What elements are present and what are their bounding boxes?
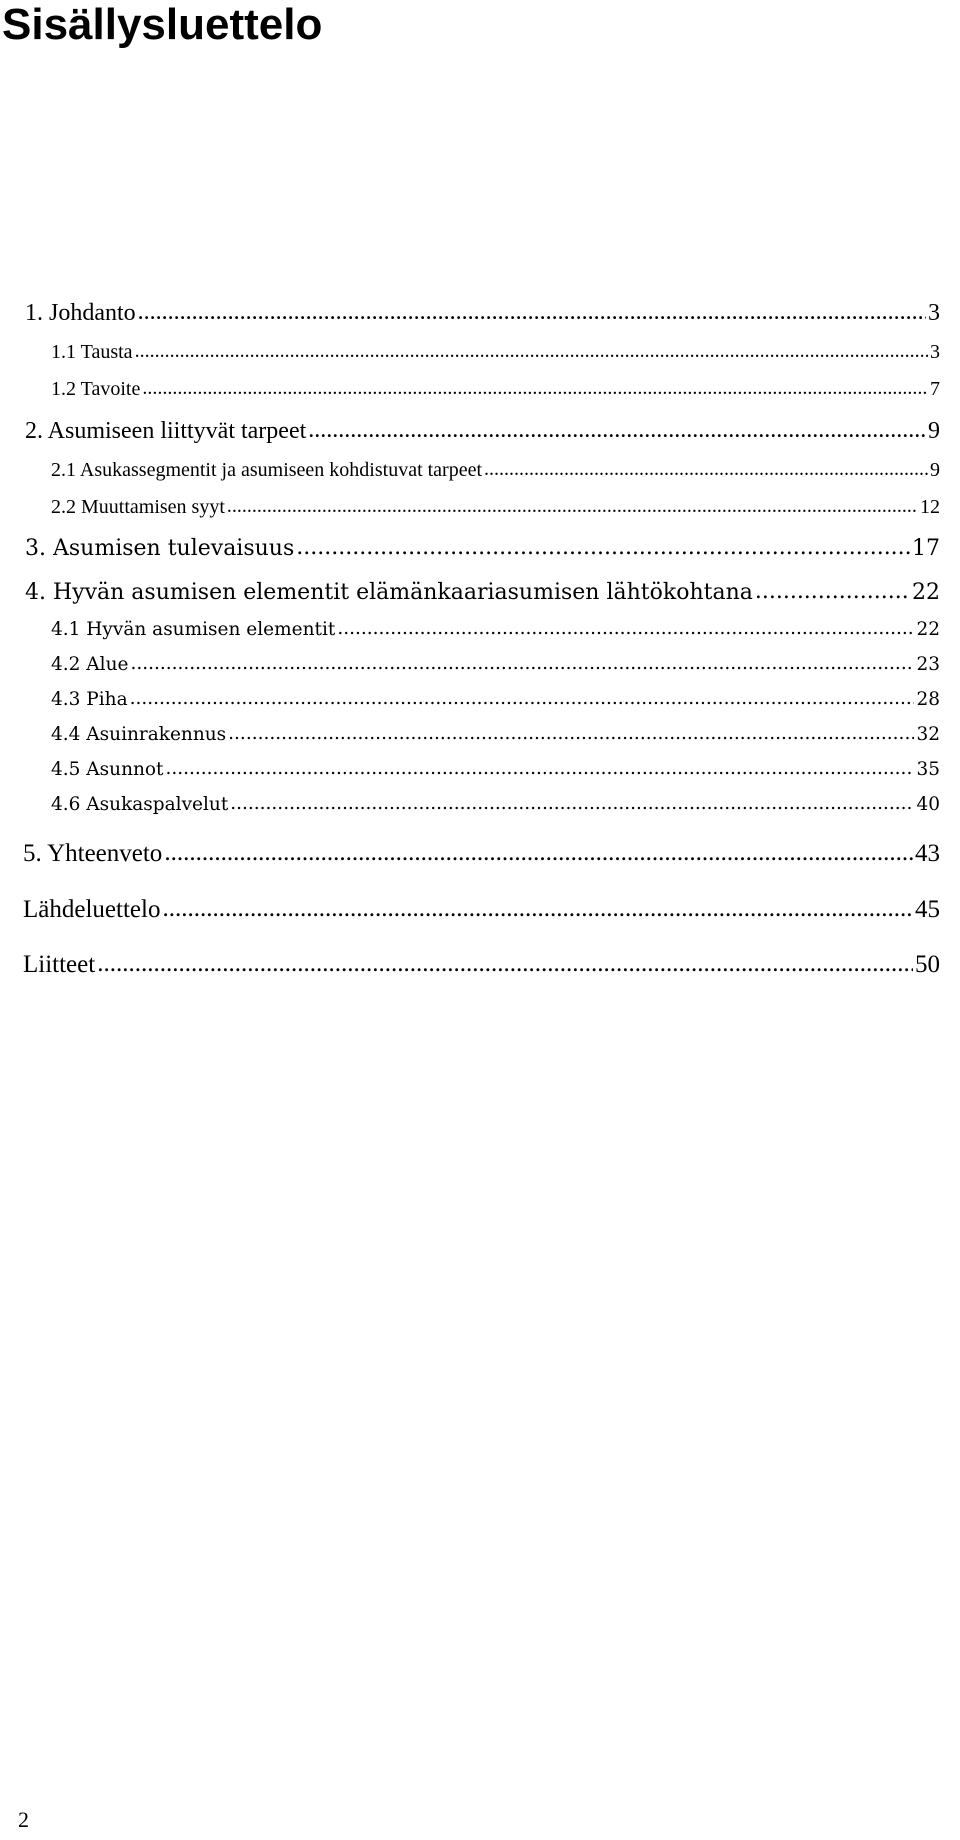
toc-entry-johdanto[interactable] [0,300,960,327]
toc-entry-page: 40 [916,794,940,815]
toc-entry-asunnot[interactable] [0,759,960,780]
toc-entry-label: 1.2 Tavoite [51,378,141,400]
toc-entry-label: Lähdeluettelo [23,896,161,923]
toc-leader [162,895,913,923]
toc-entry-label: 4.3 Piha [51,689,128,710]
toc-entry-label: 2.1 Asukassegmentit ja asumiseen kohdistuvat tarpeet [51,459,483,481]
toc-leader [165,758,914,779]
toc-entry-page: 43 [915,840,940,867]
toc-entry-label: 4.6 Asukaspalvelut [51,794,229,815]
toc-entry-page: 17 [912,536,940,561]
toc-entry-page: 35 [916,759,940,780]
toc-entry-page: 32 [916,724,940,745]
toc-entry-yhteenveto[interactable] [0,840,960,868]
toc-entry-asukassegmentit[interactable] [0,459,960,482]
toc-entry-page: 22 [916,619,940,640]
toc-leader [308,417,926,444]
toc-leader [230,793,914,814]
toc-leader [130,653,914,674]
toc-entry-page: 3 [928,300,940,326]
toc-entry-label: 4. Hyvän asumisen elementit elämänkaariasumisen lähtökohtana [25,580,753,605]
toc-entry-lahdeluettelo[interactable] [0,896,960,924]
toc-entry-label: 4.4 Asuinrakennus [51,724,227,745]
toc-entry-page: 50 [915,951,940,978]
toc-leader [130,688,915,709]
toc-entry-tavoite[interactable] [0,378,960,401]
toc-leader [228,723,914,744]
page-number: 2 [18,1807,29,1832]
toc-entry-page: 3 [930,341,940,363]
toc-entry-page: 9 [928,418,940,444]
toc-entry-page: 45 [915,896,940,923]
toc-leader [135,340,928,363]
toc-entry-hyvan-asumisen-elementit-sub[interactable] [0,619,960,640]
toc-leader [97,950,913,978]
toc-entry-label: 4.2 Alue [51,654,129,675]
toc-entry-label: Liitteet [23,951,96,978]
toc-leader [296,535,910,560]
toc-entry-page: 23 [916,654,940,675]
toc-entry-muuttamisen-syyt[interactable] [0,496,960,519]
page-title: Sisällysluettelo [2,0,323,49]
toc-entry-asumiseen-liittyvat-tarpeet[interactable] [0,418,960,445]
toc-entry-hyvan-asumisen-elementit[interactable] [0,580,960,605]
toc-entry-liitteet[interactable] [0,951,960,979]
toc-entry-label: 5. Yhteenveto [23,840,163,867]
toc-entry-label: 4.1 Hyvän asumisen elementit [51,619,336,640]
toc-entry-piha[interactable] [0,689,960,710]
toc-leader [337,618,914,639]
toc-entry-asuinrakennus[interactable] [0,724,960,745]
toc-entry-asukaspalvelut[interactable] [0,794,960,815]
toc-entry-label: 2. Asumiseen liittyvät tarpeet [25,418,307,444]
toc-leader [227,495,918,518]
toc-leader [138,299,926,326]
toc-leader [164,839,913,867]
toc-entry-page: 28 [916,689,940,710]
toc-entry-page: 9 [930,459,940,481]
toc-entry-page: 12 [920,496,940,518]
toc-entry-alue[interactable] [0,654,960,675]
toc-entry-page: 22 [912,580,940,605]
toc-entry-label: 1.1 Tausta [51,341,133,363]
toc-leader [755,579,910,604]
toc-entry-label: 4.5 Asunnot [51,759,164,780]
toc-entry-page: 7 [930,378,940,400]
toc-entry-label: 1. Johdanto [25,300,136,326]
toc-entry-label: 2.2 Muuttamisen syyt [51,496,225,518]
toc-leader [484,458,928,481]
toc-entry-label: 3. Asumisen tulevaisuus [25,536,295,561]
toc-entry-tausta[interactable] [0,341,960,364]
toc-leader [142,377,928,400]
toc-entry-asumisen-tulevaisuus[interactable] [0,536,960,561]
